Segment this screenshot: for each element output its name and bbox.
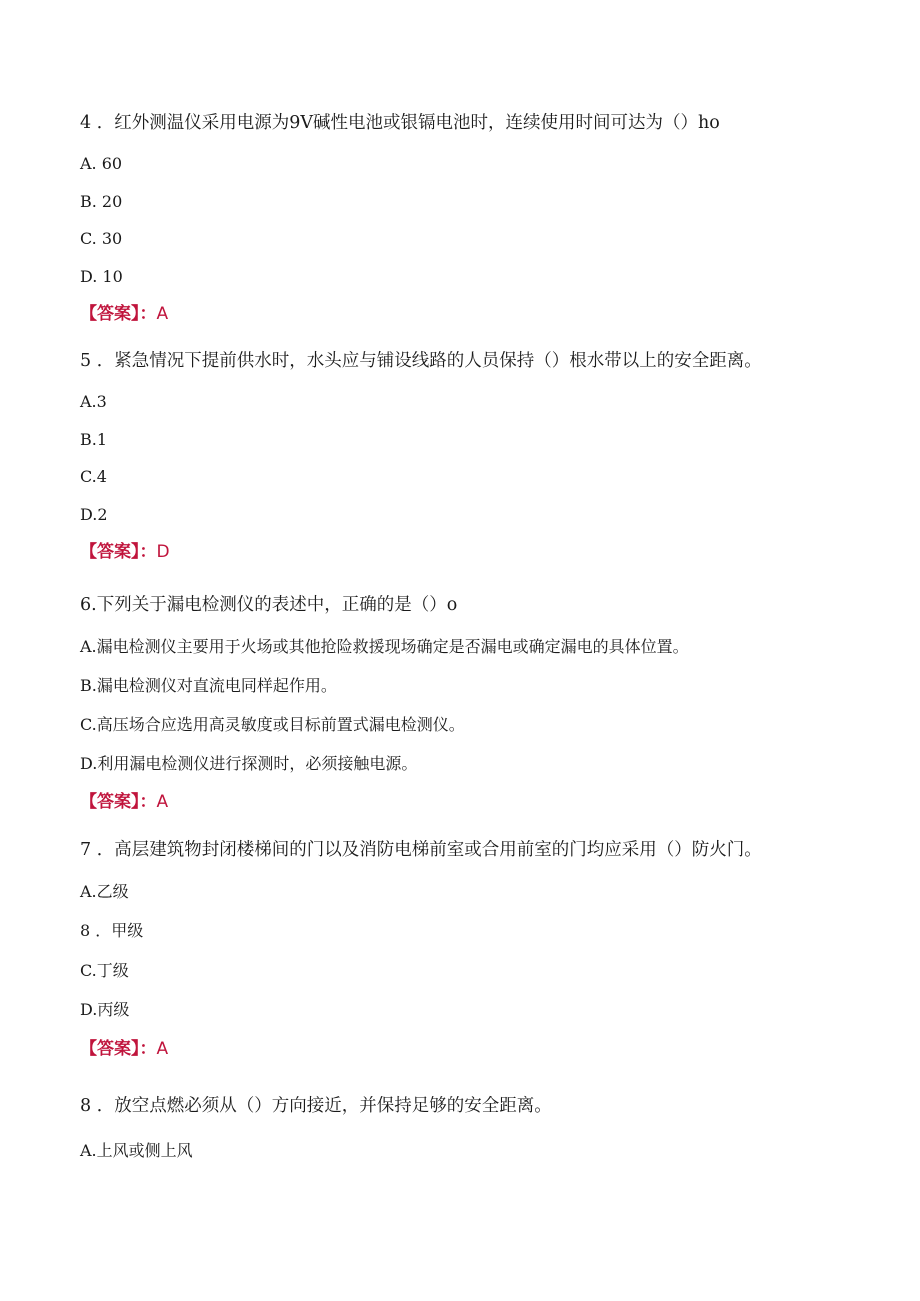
answer-value: A bbox=[156, 792, 169, 812]
question-6-option-b: B.漏电检测仪对直流电同样起作用。 bbox=[80, 676, 337, 695]
question-5-option-a: A.3 bbox=[80, 392, 107, 411]
question-6-option-c: C.高压场合应选用高灵敏度或目标前置式漏电检测仪。 bbox=[80, 715, 465, 734]
answer-separator: ： bbox=[139, 304, 157, 324]
question-7-option-a: A.乙级 bbox=[80, 882, 129, 901]
question-6-answer bbox=[80, 791, 168, 813]
question-6-option-a: A.漏电检测仪主要用于火场或其他抢险救援现场确定是否漏电或确定漏电的具体位置。 bbox=[80, 637, 689, 656]
question-5-answer bbox=[80, 541, 170, 563]
answer-value: D bbox=[156, 542, 170, 562]
question-4-option-d: D. 10 bbox=[80, 267, 123, 286]
answer-separator: ： bbox=[139, 1039, 157, 1059]
question-4-stem: 4 ．红外测温仪采用电源为9V碱性电池或银镉电池时，连续使用时间可达为（）ho bbox=[80, 113, 720, 133]
question-7-stem: 7 ．高层建筑物封闭楼梯间的门以及消防电梯前室或合用前室的门均应采用（）防火门。 bbox=[80, 840, 762, 860]
answer-label: 【答案】 bbox=[80, 542, 140, 562]
question-8-option-a: A.上风或侧上风 bbox=[80, 1141, 193, 1160]
question-5-option-b: B.1 bbox=[80, 430, 108, 449]
answer-value: A bbox=[156, 304, 169, 324]
answer-separator: ： bbox=[139, 792, 157, 812]
question-4-option-c: C. 30 bbox=[80, 229, 123, 248]
question-4-answer bbox=[80, 303, 168, 325]
question-5-stem: 5 ．紧急情况下提前供水时，水头应与铺设线路的人员保持（）根水带以上的安全距离。 bbox=[80, 351, 762, 371]
question-7-option-c: C.丁级 bbox=[80, 961, 129, 980]
answer-label: 【答案】 bbox=[80, 304, 140, 324]
question-7-option-b: 8 ．甲级 bbox=[80, 921, 144, 940]
answer-value: A bbox=[156, 1039, 169, 1059]
question-4-option-b: B. 20 bbox=[80, 192, 123, 211]
answer-label: 【答案】 bbox=[80, 1039, 140, 1059]
question-6-stem: 6.下列关于漏电检测仪的表述中，正确的是（）o bbox=[80, 595, 458, 615]
answer-separator: ： bbox=[139, 542, 157, 562]
question-4-option-a: A. 60 bbox=[80, 154, 123, 173]
question-8-stem: 8 ．放空点燃必须从（）方向接近，并保持足够的安全距离。 bbox=[80, 1096, 552, 1116]
question-6-option-d: D.利用漏电检测仪进行探测时，必须接触电源。 bbox=[80, 754, 418, 773]
answer-label: 【答案】 bbox=[80, 792, 140, 812]
question-5-option-c: C.4 bbox=[80, 467, 107, 486]
question-7-answer bbox=[80, 1038, 168, 1060]
question-5-option-d: D.2 bbox=[80, 505, 108, 524]
question-7-option-d: D.丙级 bbox=[80, 1000, 130, 1019]
